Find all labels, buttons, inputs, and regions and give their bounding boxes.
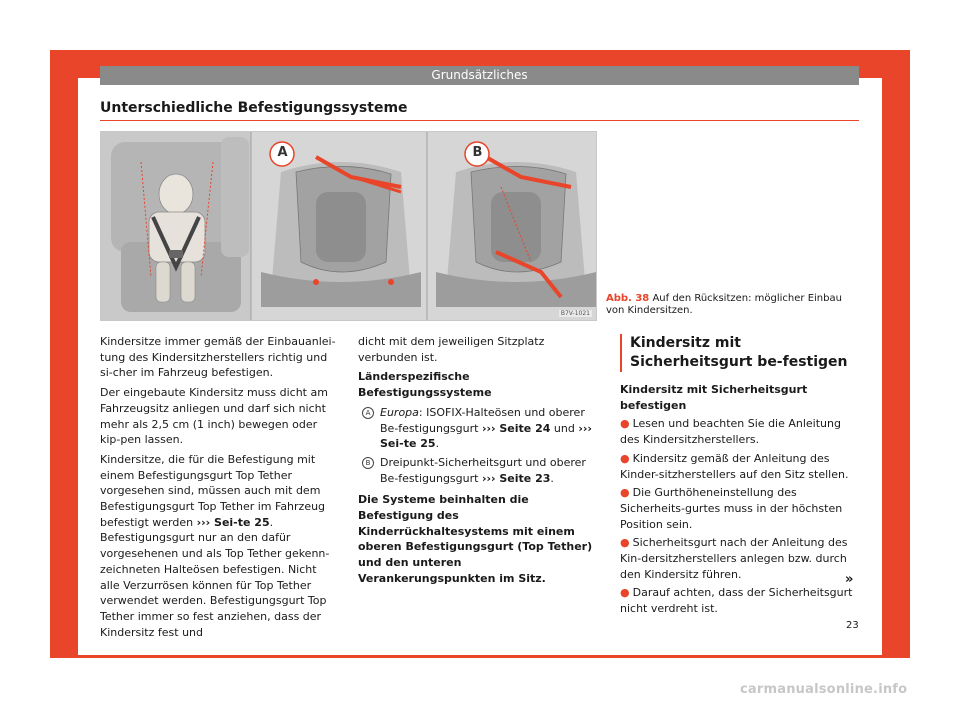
paragraph: dicht mit dem jeweiligen Sitzplatz verbunden ist.: [358, 335, 545, 364]
label-a-marker: A: [362, 407, 374, 419]
text-column-1: [100, 334, 337, 644]
label-a: A: [277, 145, 288, 160]
text-column-3: [620, 334, 860, 620]
text-column-2: [358, 334, 598, 591]
bullet-item: ● Sicherheitsgurt nach der Anleitung des Kin-dersitzherstellers anlegen bzw. durch den Kindersitz führen.: [620, 536, 848, 581]
bullet-item: ● Lesen und beachten Sie die Anleitung des Kindersitzherstellers.: [620, 417, 841, 447]
figure-child-seats: [100, 131, 597, 321]
label-b-marker: B: [362, 457, 374, 469]
section-heading: Kindersitz mit Sicherheitsgurt be-festigen: [620, 334, 860, 372]
paragraph: Kindersitze immer gemäß der Einbauanlei-tung des Kindersitzherstellers richtig und si-cher im Fahrzeug befestigen.: [100, 335, 336, 380]
continue-arrow-icon: »: [845, 572, 854, 587]
figure-illustration: [101, 132, 597, 321]
watermark: carmanualsonline.info: [740, 682, 908, 697]
page-reference-link[interactable]: ››› Seite 23: [481, 471, 551, 485]
label-b: B: [472, 145, 483, 160]
figure-tag: B7V-1021: [560, 310, 590, 317]
bullet-dot-icon: ●: [620, 536, 630, 550]
bullet-dot-icon: ●: [620, 486, 630, 500]
subheading: Länderspezifische Befestigungssysteme: [358, 370, 492, 400]
subheading: Kindersitz mit Sicherheitsgurt befestigen: [620, 383, 808, 412]
bullet-dot-icon: ●: [620, 586, 630, 600]
page-reference-link[interactable]: ››› Seite 24: [481, 421, 551, 435]
page-reference-link[interactable]: ››› Sei-te 25: [196, 515, 270, 529]
paragraph: Der eingebaute Kindersitz muss dicht am Fahrzeugsitz anliegen und darf sich nicht mehr als 2,5 cm (1 inch) bewegen oder kip-pen lassen.: [100, 386, 328, 447]
caption-number: Abb. 38: [606, 293, 650, 304]
list-item-b: B Dreipunkt-Sicherheitsgurt und oberer Be-festigungsgurt ››› Seite 23.: [358, 455, 598, 486]
list-item-a: A Europa: ISOFIX-Halteösen und oberer Be-festigungsgurt ››› Seite 24 und ››› Sei-te 25.: [358, 405, 598, 452]
page-title: Unterschiedliche Befestigungssysteme: [100, 100, 408, 116]
section-header-bar: Grundsätzliches: [100, 66, 859, 85]
page-number: 23: [846, 620, 859, 631]
paragraph: Kindersitze, die für die Befestigung mit einem Befestigungsgurt Top Tether vorgesehen sind, müssen auch mit dem Befestigungsgurt Top Tether im Fahrzeug befestigt werden ››› Sei-te 25. Befestigungsgurt nur an den dafür vorgesehenen und als Top Tether gekenn-zeichneten Halteösen befestigen. Nicht alle Verzurrösen können für Top Tether verwendet werden. Befestigungsgurt Top Tether immer so fest anziehen, dass der Kindersitz fest und: [100, 452, 330, 639]
bold-paragraph: Die Systeme beinhalten die Befestigung des Kinderrückhaltesystems mit einem oberen Befestigungsgurt (Top Tether) und den unteren Verankerungspunkten im Sitz.: [358, 493, 593, 585]
caption-text: Auf den Rücksitzen: möglicher Einbau von Kindersitzen.: [606, 293, 842, 316]
bullet-item: ● Die Gurthöheneinstellung des Sicherheits-gurtes muss in der höchsten Position sein.: [620, 486, 843, 531]
page-reference-link[interactable]: ››› Sei-te 25: [380, 421, 592, 451]
title-divider: [100, 120, 859, 121]
bullet-item: ● Darauf achten, dass der Sicherheitsgurt nicht verdreht ist.: [620, 586, 853, 616]
bullet-dot-icon: ●: [620, 417, 630, 431]
figure-caption: [606, 293, 859, 317]
bullet-dot-icon: ●: [620, 451, 630, 465]
bullet-item: ● Kindersitz gemäß der Anleitung des Kinder-sitzherstellers auf den Sitz stellen.: [620, 451, 849, 481]
